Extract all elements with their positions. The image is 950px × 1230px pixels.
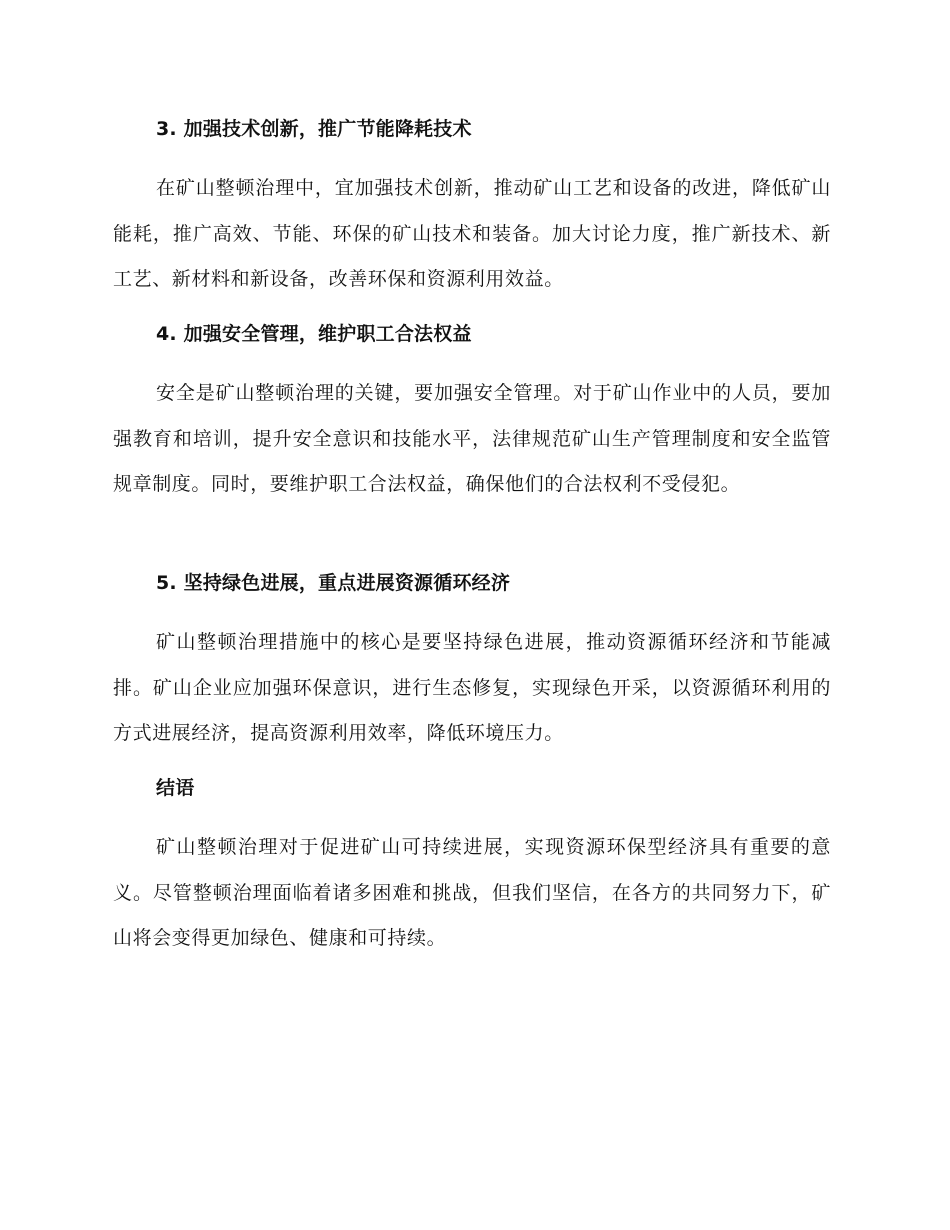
section-body-safety-management: 安全是矿山整顿治理的关键，要加强安全管理。对于矿山作业中的人员，要加强教育和培训，提升安全意识和技能水平，法律规范矿山生产管理制度和安全监管规章制度。同时，要维护职工合法权益，确保他们的合法权利不受侵犯。 — [113, 382, 831, 495]
section-heading-green-development: 5. 坚持绿色进展，重点进展资源循环经济 — [156, 572, 511, 594]
section-heading-safety-management: 4. 加强安全管理，维护职工合法权益 — [156, 323, 472, 345]
section-heading-conclusion: 结语 — [156, 777, 195, 799]
section-body-tech-innovation: 在矿山整顿治理中，宜加强技术创新，推动矿山工艺和设备的改进，降低矿山能耗，推广高效、节能、环保的矿山技术和装备。加大讨论力度，推广新技术、新工艺、新材料和新设备，改善环保和资源利用效益。 — [113, 177, 831, 290]
section-heading-tech-innovation: 3. 加强技术创新，推广节能降耗技术 — [156, 118, 472, 140]
section-body-conclusion: 矿山整顿治理对于促进矿山可持续进展，实现资源环保型经济具有重要的意义。尽管整顿治理面临着诸多困难和挑战，但我们坚信，在各方的共同努力下，矿山将会变得更加绿色、健康和可持续。 — [113, 836, 831, 949]
section-body-green-development: 矿山整顿治理措施中的核心是要坚持绿色进展，推动资源循环经济和节能减排。矿山企业应加强环保意识，进行生态修复，实现绿色开采，以资源循环利用的方式进展经济，提高资源利用效率，降低环境压力。 — [113, 631, 831, 744]
